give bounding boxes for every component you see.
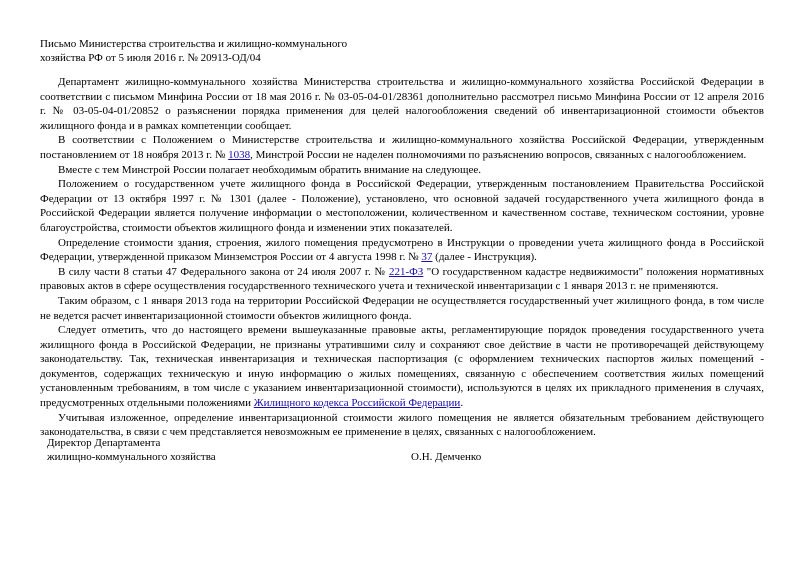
document-title: [40, 37, 460, 65]
paragraph-5-text-end: (далее - Инструкция).: [432, 251, 537, 264]
paragraph-3: Вместе с тем Минстрой России полагает необходимым обратить внимание на следующее.: [58, 163, 481, 176]
signature-block: [47, 436, 647, 464]
signature-position-line-1: Директор Департамента: [47, 437, 161, 449]
signature-row-2: [47, 450, 647, 464]
paragraph-6-text-end: "О государственном кадастре недвижимости" положения нормативных правовых актов в сфере осуществления государственного технического учета и технической инвентаризации с 1 января 2013 г. не применяются.: [40, 265, 765, 293]
title-line-2: хозяйства РФ от 5 июля 2016 г. № 20913-ОД/04: [40, 52, 261, 64]
paragraph-7: Таким образом, с 1 января 2013 года на территории Российской Федерации не осуществляется государственный учет жилищного фонда, в том числе не ведется расчет инвентаризационной стоимости объектов жилищного фонда.: [40, 294, 764, 322]
signature-row-1: [47, 436, 647, 450]
paragraph-5-text-start: Определение стоимости здания, строения, жилого помещения предусмотрено в Инструкции о проведении учета жилищного фонда в Российской Федерации, утвержденной приказом Минземстроя России от 4 августа 1998 г. №: [40, 236, 764, 264]
paragraph-9: Учитывая изложенное, определение инвентаризационной стоимости жилого помещения не является обязательным требованием действующего законодательства, в связи с чем представляется невозможным ее применение в целях, связанных с налогообложением.: [40, 411, 764, 439]
paragraph-2: [40, 133, 764, 162]
paragraph-1: Департамент жилищно-коммунального хозяйства Министерства строительства и жилищно-коммунального хозяйства Российской Федерации в соответствии с письмом Минфина России от 18 мая 2016 г. № 03-05-04-01/28361 дополнительно рассмотрел письмо Минфина России от 12 апреля 2016 г. № 03-05-04-01/20852 о разъяснении порядка применения для целей налогообложения сведений об инвентаризационной стоимости объектов жилищного фонда и в рамках компетенции сообщает.: [40, 76, 764, 132]
signature-position-line-2: жилищно-коммунального хозяйства: [47, 451, 216, 463]
paragraph-8-text-end: .: [460, 397, 464, 410]
paragraph-2-text-end: , Минстрой России не наделен полномочиями по разъяснению вопросов, связанных с налогообложением.: [250, 148, 747, 161]
paragraph-8: [40, 323, 764, 411]
link-resolution-1038[interactable]: 1038: [228, 148, 251, 161]
paragraph-2-text-start: В соответствии с Положением о Министерстве строительства и жилищно-коммунального хозяйства Российской Федерации, утвержденным постановлением от 18 ноября 2013 г. №: [40, 134, 764, 161]
link-order-37[interactable]: 37: [421, 251, 433, 264]
paragraph-4: Положением о государственном учете жилищного фонда в Российской Федерации, утвержденным постановлением Правительства Российской Федерации от 13 октября 1997 г. № 1301 (далее - Положение), установлено, что основной задачей государственного учета жилищного фонда в Российской Федерации является получение информации о местоположении, количественном и качественном составе, техническом состоянии, уровне благоустройства, стоимости объектов жилищного фонда и изменении этих показателей.: [40, 178, 764, 234]
link-housing-code[interactable]: Жилищного кодекса Российской Федерации: [253, 397, 461, 410]
paragraph-8-text-start: Следует отметить, что до настоящего времени вышеуказанные правовые акты, регламентирующие порядок проведения государственного учета жилищного фонда в Российской Федерации, не признаны утратившими силу и сохраняют свое действие в части не противоречащей действующему законодательству. Так, техническая инвентаризация и техническая паспортизация (с оформлением технических паспортов жилых помещений - документов, содержащих техническую и иную информацию о жилых помещениях, связанную с обеспечением соответствия жилых помещений установленным требованиям, в том числе с указанием инвентаризационной стоимости), используются в целях их прикладного применения в случаях, предусмотренных отдельными положениями: [40, 324, 764, 410]
title-line-1: Письмо Министерства строительства и жилищно-коммунального: [40, 38, 348, 50]
link-federal-law-221[interactable]: 221-ФЗ: [388, 265, 424, 278]
paragraph-5: [40, 236, 764, 265]
document-body: [40, 75, 764, 440]
paragraph-6: [40, 265, 764, 294]
paragraph-6-text-start: В силу части 8 статьи 47 Федерального закона от 24 июля 2007 г. №: [58, 265, 389, 278]
signatory-name: О.Н. Демченко: [411, 451, 482, 463]
